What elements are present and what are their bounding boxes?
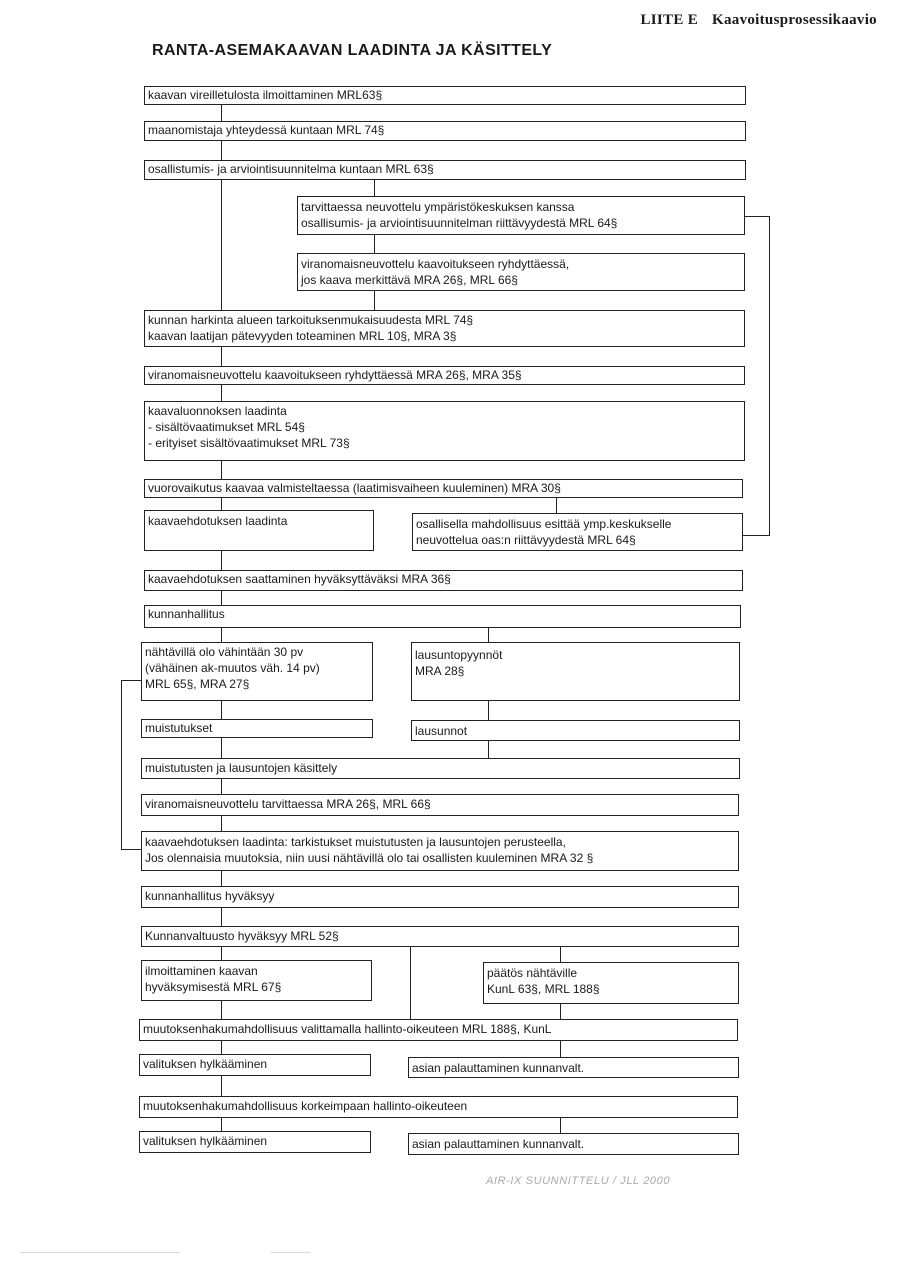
step-box-29 [139,1131,371,1153]
box-text-line: Jos olennaisia muutoksia, niin uusi nähtävillä olo tai osallisten kuuleminen MRA 32 § [145,851,594,865]
step-box-11 [412,513,743,551]
step-box-5 [297,253,745,291]
box-text-line: tarvittaessa neuvottelu ympäristökeskuksen kanssa [301,200,575,214]
connector-line [374,179,375,197]
connector-line [221,1075,222,1097]
box-text-line: vuorovaikutus kaavaa valmisteltaessa (laatimisvaiheen kuuleminen) MRA 30§ [148,481,561,495]
connector-line [556,497,557,514]
box-text-line: lausuntopyynnöt [415,648,503,662]
step-box-21 [141,886,739,908]
box-text-line: jos kaava merkittävä MRA 26§, MRL 66§ [301,273,518,287]
connector-line [121,680,122,850]
step-box-25 [139,1019,738,1041]
step-box-14 [141,642,373,701]
step-box-7 [144,366,745,385]
connector-line [221,870,222,887]
box-text-line: kaavaehdotuksen laadinta [148,514,288,528]
box-text-line: valituksen hylkääminen [143,1134,268,1148]
step-box-27 [408,1057,739,1078]
connector-line [121,680,141,681]
connector-line [221,104,222,122]
connector-line [488,627,489,643]
box-text-line: muutoksenhakumahdollisuus valittamalla hallinto-oikeuteen MRL 188§, KunL [143,1022,552,1036]
step-box-6 [144,310,745,347]
box-text-line: MRL 65§, MRA 27§ [145,677,250,691]
connector-line [221,346,222,367]
step-box-24 [483,962,739,1004]
connector-line [560,1003,561,1020]
connector-line [221,179,222,311]
connector-line [221,946,222,961]
connector-line [221,1000,222,1020]
box-text-line: ilmoittaminen kaavan [145,964,258,978]
step-box-3 [144,160,746,180]
step-box-19 [141,794,739,816]
connector-line [221,627,222,643]
connector-line [221,140,222,161]
box-text-line: asian palauttaminen kunnanvalt. [412,1137,585,1151]
box-text-line: viranomaisneuvottelu tarvittaessa MRA 26§, MRL 66§ [145,797,431,811]
connector-line [121,849,141,850]
step-box-1 [144,86,746,105]
box-text-line: valituksen hylkääminen [143,1057,268,1071]
connector-line [221,1040,222,1055]
connector-line [744,216,770,217]
connector-line [221,497,222,511]
box-text-line: Kunnanvaltuusto hyväksyy MRL 52§ [145,929,339,943]
connector-line [410,946,411,1020]
box-text-line: osallistumis- ja arviointisuunnitelma kuntaan MRL 63§ [148,162,434,176]
box-text-line: päätös nähtäville [487,966,578,980]
connector-line [221,590,222,606]
box-text-line: kunnan harkinta alueen tarkoituksenmukaisuudesta MRL 74§ [148,313,474,327]
connector-line [560,1040,561,1058]
step-box-10 [144,510,374,551]
box-text-line: muistutukset [145,721,213,735]
step-box-17 [411,720,740,741]
step-box-15 [411,642,740,701]
box-text-line: MRA 28§ [415,664,465,678]
box-text-line: muistutusten ja lausuntojen käsittely [145,761,338,775]
box-text-line: lausunnot [415,724,468,738]
scan-edge-line [20,1252,180,1253]
connector-line [221,815,222,832]
box-text-line: asian palauttaminen kunnanvalt. [412,1061,585,1075]
step-box-28 [139,1096,738,1118]
box-text-line: (vähäinen ak-muutos väh. 14 pv) [145,661,320,675]
box-text-line: neuvottelua oas:n riittävyydestä MRL 64§ [416,533,636,547]
step-box-9 [144,479,743,498]
connector-line [488,740,489,759]
connector-line [560,1117,561,1134]
appendix-header [640,12,877,29]
step-box-20 [141,831,739,871]
connector-line [560,946,561,963]
box-text-line: kaavan vireilletulosta ilmoittaminen MRL63§ [148,88,383,102]
footer-credit: AIR-IX SUUNNITTELU / JLL 2000 [486,1175,671,1187]
step-box-4 [297,196,745,235]
scan-edge-line [270,1252,310,1253]
box-text-line: osallisumis- ja arviointisuunnitelman riittävyydestä MRL 64§ [301,216,618,230]
connector-line [221,907,222,927]
connector-line [488,700,489,721]
step-box-23 [141,960,372,1001]
connector-line [374,290,375,311]
connector-line [221,778,222,795]
step-box-12 [144,570,743,591]
connector-line [221,737,222,759]
connector-line [742,535,770,536]
box-text-line: viranomaisneuvottelu kaavoitukseen ryhdyttäessä MRA 26§, MRA 35§ [148,368,522,382]
appendix-label: LIITE E [640,12,698,28]
connector-line [221,1117,222,1132]
connector-line [221,550,222,571]
step-box-16 [141,719,373,738]
step-box-22 [141,926,739,947]
box-text-line: KunL 63§, MRL 188§ [487,982,600,996]
box-text-line: muutoksenhakumahdollisuus korkeimpaan hallinto-oikeuteen [143,1099,468,1113]
box-text-line: nähtävillä olo vähintään 30 pv [145,645,304,659]
connector-line [769,216,770,536]
appendix-subtitle: Kaavoitusprosessikaavio [712,12,877,28]
step-box-2 [144,121,746,141]
box-text-line: viranomaisneuvottelu kaavoitukseen ryhdyttäessä, [301,257,570,271]
page-title: RANTA-ASEMAKAAVAN LAADINTA JA KÄSITTELY [152,42,553,59]
box-text-line: maanomistaja yhteydessä kuntaan MRL 74§ [148,123,385,137]
box-text-line: kaavaehdotuksen laadinta: tarkistukset muistutusten ja lausuntojen perusteella, [145,835,566,849]
box-text-line: kaavaehdotuksen saattaminen hyväksyttäväksi MRA 36§ [148,572,451,586]
box-text-line: kunnanhallitus hyväksyy [145,889,275,903]
connector-line [221,384,222,402]
box-text-line: kunnanhallitus [148,607,225,621]
box-text-line: - erityiset sisältövaatimukset MRL 73§ [148,436,350,450]
step-box-13 [144,605,741,628]
step-box-8 [144,401,745,461]
connector-line [374,234,375,254]
step-box-18 [141,758,740,779]
box-text-line: - sisältövaatimukset MRL 54§ [148,420,305,434]
box-text-line: osallisella mahdollisuus esittää ymp.keskukselle [416,517,672,531]
box-text-line: kaavan laatijan pätevyyden toteaminen MRL 10§, MRA 3§ [148,329,457,343]
step-box-26 [139,1054,371,1076]
connector-line [221,460,222,480]
box-text-line: kaavaluonnoksen laadinta [148,404,287,418]
step-box-30 [408,1133,739,1155]
box-text-line: hyväksymisestä MRL 67§ [145,980,282,994]
connector-line [221,700,222,720]
